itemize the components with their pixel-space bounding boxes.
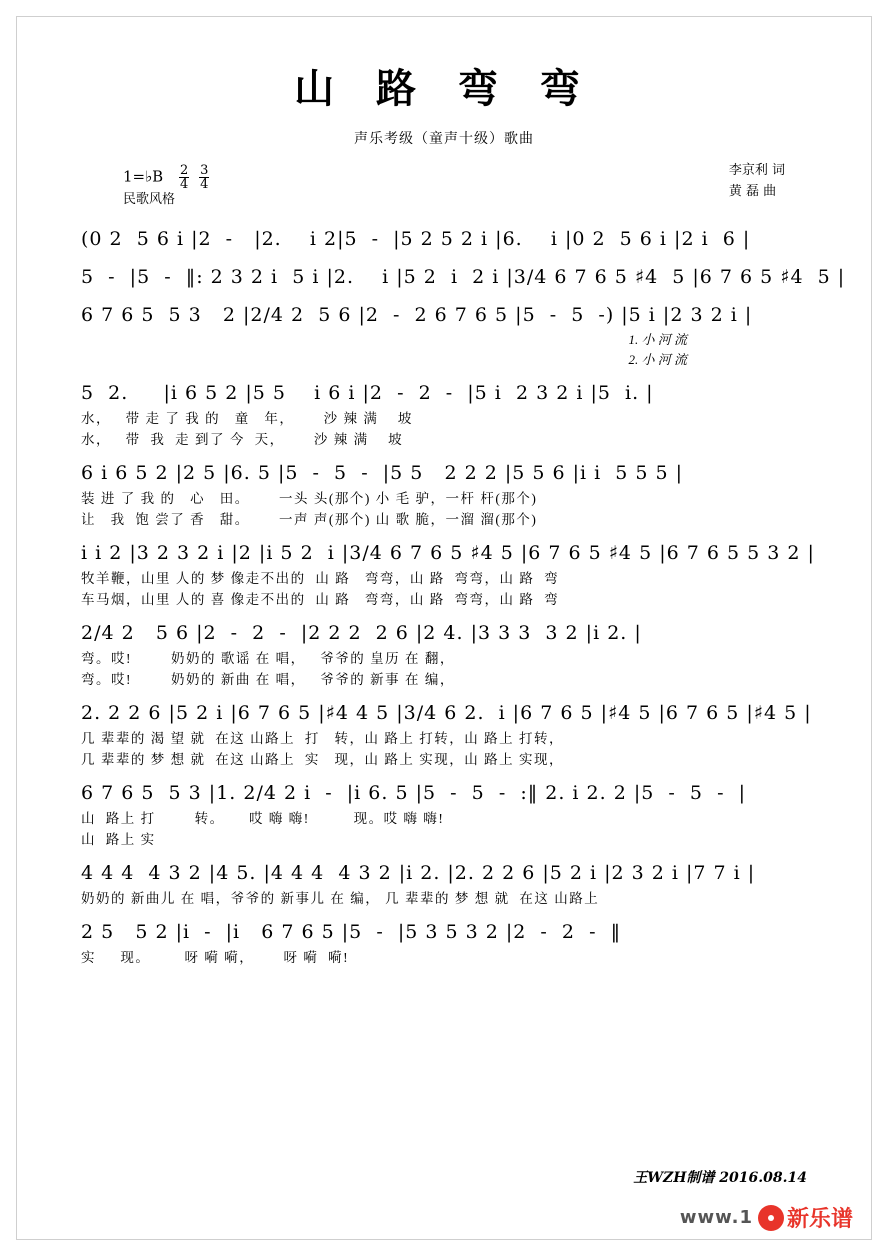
notation-line: 6 7 6 5 5 3 |1. 2/4 2 i - |i 6. 5 |5 - 5 - :‖ 2. i 2. 2 |5 - 5 - | [81,782,746,804]
notation-line: 2. 2 2 6 |5 2 i |6 7 6 5 |♯4 4 5 |3/4 6 2. i |6 7 6 5 |♯4 5 |6 7 6 5 |♯4 5 | [81,702,812,724]
music-system-9 [81,772,807,850]
transcriber-signature: 王WZH制谱 2016.08.14 [633,1170,807,1186]
notation-line: 5 2. |i 6 5 2 |5 5 i 6 i |2 - 2 - |5 i 2 3 2 i |5 i. | [81,382,654,404]
verse-label-1: 1. 小 河 流 [628,332,687,347]
music-system-2 [81,256,846,292]
lyric-line-verse2: 几 辈辈的 梦 想 就 在这 山路上 实 现，山 路上 实现，山 路上 实现， [81,752,564,767]
lyricist: 李京利 词 [728,163,785,178]
sheet-music-page [16,16,872,1240]
verse-label-2: 2. 小 河 流 [628,352,687,367]
music-system-1 [81,218,807,254]
meter-group [174,164,209,191]
lyric-line-verse2: 水， 带 我 走 到了 今 天， 沙 辣 满 坡 [81,432,404,447]
style-note: 民歌风格 [123,191,176,206]
score-metadata [43,156,845,218]
lyric-line-verse1: 几 辈辈的 渴 望 就 在这 山路上 打 转，山 路上 打转，山 路上 打转， [81,731,564,746]
lyric-line-verse1: 装 进 了 我 的 心 田。 一头 头(那个) 小 毛 驴，一杆 杆(那个) [81,491,538,506]
page-title: 山 路 弯 弯 [294,65,594,112]
music-system-10 [81,852,807,909]
music-system-6 [81,532,815,610]
lyric-line-verse2: 弯。哎! 奶奶的 新曲 在 唱， 爷爷的 新事 在 编， [81,672,455,687]
composer: 黄 磊 曲 [728,184,777,199]
lyric-line-verse1: 牧羊鞭，山里 人的 梦 像走不出的 山 路 弯弯，山 路 弯弯，山 路 弯 [81,571,560,586]
notation-line: 2 5 5 2 |i - |i 6 7 6 5 |5 - |5 3 5 3 2 |2 - 2 - ‖ [81,921,622,943]
music-system-11 [81,911,807,968]
watermark-brand: 新乐谱 [786,1207,853,1232]
lyric-line-verse1: 水， 带 走 了 我 的 童 年， 沙 辣 满 坡 [81,411,413,426]
music-system-4 [81,372,807,450]
site-watermark [680,1202,853,1233]
lyric-line-verse1: 弯。哎! 奶奶的 歌谣 在 唱， 爷爷的 皇历 在 翻， [81,651,455,666]
sheet-content [17,17,871,1239]
meter-2-4: $\frac{2}{4}$ [180,163,189,192]
credits [729,160,785,202]
lyric-line-verse2: 车马烟，山里 人的 喜 像走不出的 山 路 弯弯，山 路 弯弯，山 路 弯 [81,592,560,607]
lyric-line-verse1: 奶奶的 新曲儿 在 唱，爷爷的 新事儿 在 编， 几 辈辈的 梦 想 就 在这 山路上 [81,891,600,906]
subtitle: 声乐考级（童声十级）歌曲 [354,132,534,147]
lyric-line-verse1: 实 现。 呀 嗬 嗬， 呀 嗬 嗬! [81,950,350,965]
notation-line: 6 7 6 5 5 3 2 |2/4 2 5 6 |2 - 2 6 7 6 5 |5 - 5 -) |5 i |2 3 2 i | [81,304,753,326]
music-system-3 [81,294,807,370]
meter-3-4: $\frac{3}{4}$ [200,163,209,192]
watermark-url: www.1 [679,1207,753,1228]
notation-line: i i 2 |3 2 3 2 i |2 |i 5 2 i |3/4 6 7 6 5 ♯4 5 |6 7 6 5 ♯4 5 |6 7 6 5 5 3 2 | [81,542,815,564]
lyric-line-verse2: 让 我 饱 尝了 香 甜。 一声 声(那个) 山 歌 脆，一溜 溜(那个) [81,512,538,527]
key-signature [123,164,209,191]
notation-line: 2/4 2 5 6 |2 - 2 - |2 2 2 2 6 |2 4. |3 3 3 3 2 |i 2. | [81,622,642,644]
key-signature-label: 1=♭B [123,167,164,186]
notation-line: 4 4 4 4 3 2 |4 5. |4 4 4 4 3 2 |i 2. |2. 2 2 6 |5 2 i |2 3 2 i |7 7 i | [81,862,756,884]
music-system-8 [81,692,812,770]
lyric-line-verse2: 山 路上 实 [81,832,156,847]
notation-line: 6 i 6 5 2 |2 5 |6. 5 |5 - 5 - |5 5 2 2 2 |5 5 6 |i i 5 5 5 | [81,462,684,484]
record-disc-icon [758,1205,784,1231]
lyric-line-verse1: 山 路上 打 转。 哎 嗨 嗨! 现。哎 嗨 嗨! [81,811,445,826]
notation-line: (0 2 5 6 i |2 - |2. i 2|5 - |5 2 5 2 i |6. i |0 2 5 6 i |2 i 6 | [81,228,751,250]
notation-line: 5 - |5 - ‖: 2 3 2 i 5 i |2. i |5 2 i 2 i |3/4 6 7 6 5 ♯4 5 |6 7 6 5 ♯4 5 | [81,266,846,288]
music-system-5 [81,452,807,530]
music-system-7 [81,612,807,690]
